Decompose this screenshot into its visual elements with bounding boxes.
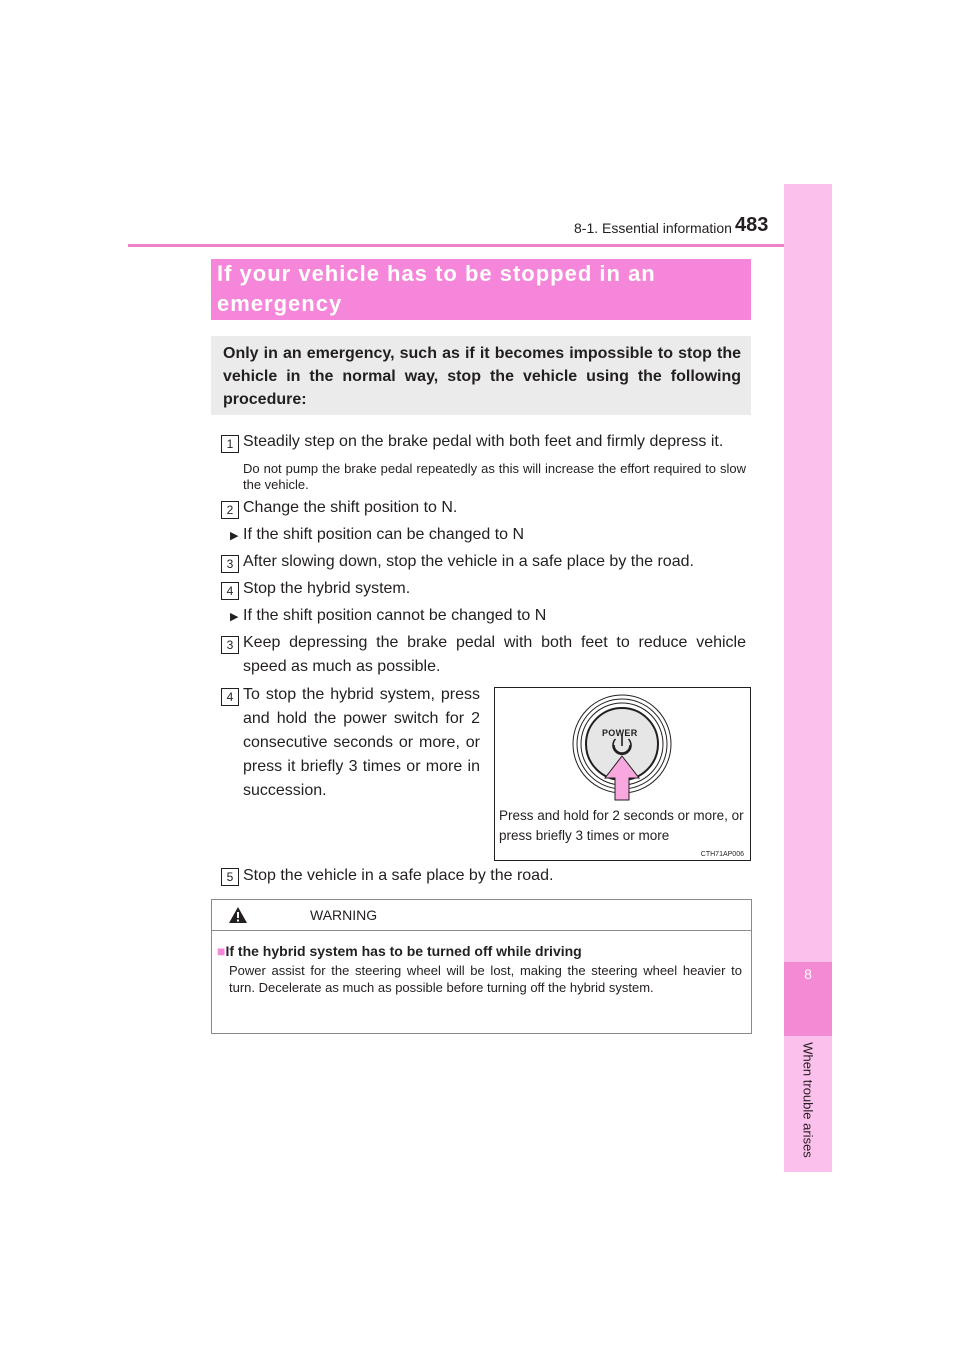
- step-text: To stop the hybrid system, press and hold the power switch for 2 consecutive seconds or more, or press it briefly 3 times or more in succession.: [243, 686, 480, 799]
- step-badge: 3: [221, 636, 239, 654]
- warning-body: Power assist for the steering wheel will be lost, making the steering wheel heavier to turn. Decelerate as much as possible before turning off the hybrid system.: [229, 963, 742, 995]
- step-text: Stop the hybrid system.: [243, 580, 411, 597]
- square-bullet-icon: ■: [217, 943, 226, 959]
- power-switch-illustration: [494, 687, 751, 861]
- header-rule: [128, 244, 832, 247]
- illustration-code: CTH71AP006: [700, 851, 744, 858]
- illustration-caption: Press and hold for 2 seconds or more, or press briefly 3 times or more: [499, 808, 744, 843]
- step-badge: 1: [221, 435, 239, 453]
- step-badge: 4: [221, 688, 239, 706]
- step-badge: 4: [221, 582, 239, 600]
- power-button-label: POWER: [602, 728, 638, 738]
- case-arrow-icon: ▶: [230, 530, 239, 542]
- step-note: Do not pump the brake pedal repeatedly as this will increase the effort required to slow the vehicle.: [243, 461, 746, 492]
- step-text: Keep depressing the brake pedal with both feet to reduce vehicle speed as much as possible.: [243, 634, 746, 675]
- warning-subtitle: [217, 943, 582, 959]
- step-text: Change the shift position to N.: [243, 499, 458, 516]
- case-arrow-icon: ▶: [230, 611, 239, 623]
- chapter-title: When trouble arises: [800, 1042, 816, 1158]
- page-title: If your vehicle has to be stopped in an emergency: [217, 261, 656, 316]
- warning-subtitle-text: If the hybrid system has to be turned off while driving: [225, 943, 582, 959]
- step-badge: 2: [221, 501, 239, 519]
- step-text: Stop the vehicle in a safe place by the road.: [243, 867, 554, 884]
- warning-triangle-icon: [228, 906, 248, 924]
- warning-header: [212, 900, 751, 931]
- section-heading: 8-1. Essential information: [574, 220, 732, 236]
- step-badge: 3: [221, 555, 239, 573]
- page-number: 483: [735, 214, 769, 236]
- chapter-number: 8: [804, 966, 812, 982]
- warning-box: [211, 899, 752, 1034]
- intro-text: Only in an emergency, such as if it becomes impossible to stop the vehicle in the normal way, stop the vehicle using the following procedure:: [223, 345, 741, 408]
- case-heading: If the shift position cannot be changed to N: [243, 607, 547, 624]
- step-text: Steadily step on the brake pedal with both feet and firmly depress it.: [243, 433, 724, 450]
- warning-title: WARNING: [310, 907, 378, 923]
- case-heading: If the shift position can be changed to N: [243, 526, 525, 543]
- step-text: After slowing down, stop the vehicle in a safe place by the road.: [243, 553, 694, 570]
- step-badge: 5: [221, 868, 239, 886]
